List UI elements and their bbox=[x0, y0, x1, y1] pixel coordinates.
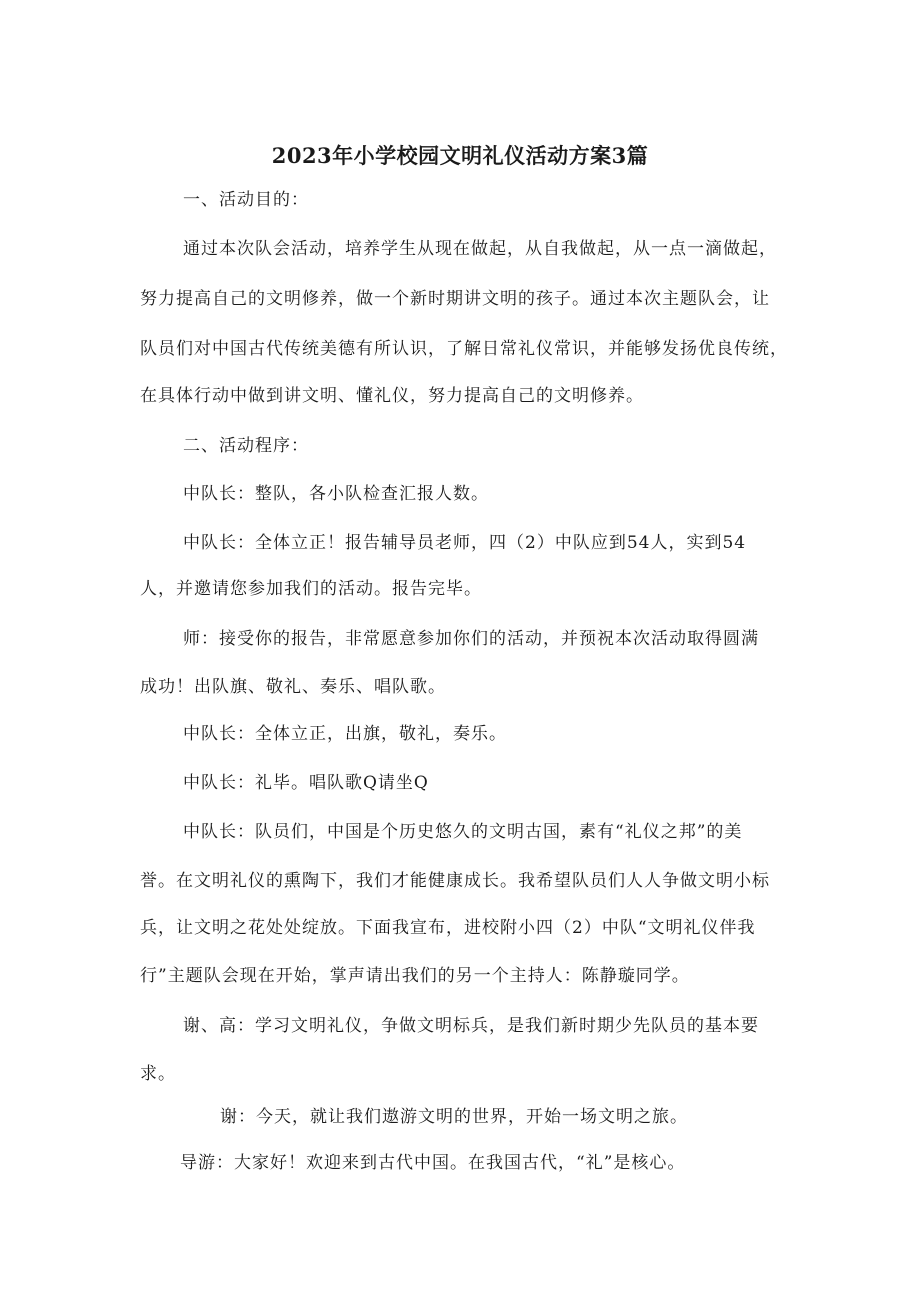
paragraph-line: 努力提高自己的文明修养，做一个新时期讲文明的孩子。通过本次主题队会，让 bbox=[140, 289, 770, 309]
paragraph-line: 二、活动程序： bbox=[183, 436, 309, 456]
paragraph-line: 通过本次队会活动，培养学生从现在做起，从自我做起，从一点一滴做起， bbox=[183, 239, 777, 259]
paragraph-line: 队员们对中国古代传统美德有所认识，了解日常礼仪常识，并能够发扬优良传统， bbox=[140, 339, 788, 359]
paragraph-line: 导游：大家好！欢迎来到古代中国。在我国古代，“礼”是核心。 bbox=[180, 1153, 686, 1173]
paragraph-line: 中队长：礼毕。唱队歌Q请坐Q bbox=[183, 773, 429, 793]
paragraph-line: 中队长：队员们，中国是个历史悠久的文明古国，素有“礼仪之邦”的美 bbox=[183, 822, 743, 842]
paragraph-line: 求。 bbox=[140, 1064, 176, 1084]
paragraph-line: 誉。在文明礼仪的熏陶下，我们才能健康成长。我希望队员们人人争做文明小标 bbox=[140, 871, 770, 891]
paragraph-line: 谢：今天，就让我们遨游文明的世界，开始一场文明之旅。 bbox=[220, 1107, 688, 1127]
paragraph-line: 中队长：全体立正，出旗，敬礼，奏乐。 bbox=[183, 724, 507, 744]
paragraph-line: 一、活动目的： bbox=[183, 190, 309, 210]
document-title: 2023年小学校园文明礼仪活动方案3篇 bbox=[271, 143, 649, 168]
paragraph-line: 成功！出队旗、敬礼、奏乐、唱队歌。 bbox=[140, 677, 446, 697]
paragraph-line: 行”主题队会现在开始，掌声请出我们的另一个主持人：陈静璇同学。 bbox=[140, 966, 690, 986]
paragraph-line: 在具体行动中做到讲文明、懂礼仪，努力提高自己的文明修养。 bbox=[140, 386, 644, 406]
paragraph-line: 谢、高：学习文明礼仪，争做文明标兵，是我们新时期少先队员的基本要 bbox=[183, 1016, 759, 1036]
paragraph-line: 中队长：全体立正！报告辅导员老师，四（2）中队应到54人，实到54 bbox=[183, 533, 747, 553]
paragraph-line: 师：接受你的报告，非常愿意参加你们的活动，并预祝本次活动取得圆满 bbox=[183, 629, 759, 649]
paragraph-line: 人，并邀请您参加我们的活动。报告完毕。 bbox=[140, 579, 482, 599]
paragraph-line: 兵，让文明之花处处绽放。下面我宣布，进校附小四（2）中队“文明礼仪伴我 bbox=[140, 918, 756, 938]
paragraph-line: 中队长：整队，各小队检查汇报人数。 bbox=[183, 484, 489, 504]
